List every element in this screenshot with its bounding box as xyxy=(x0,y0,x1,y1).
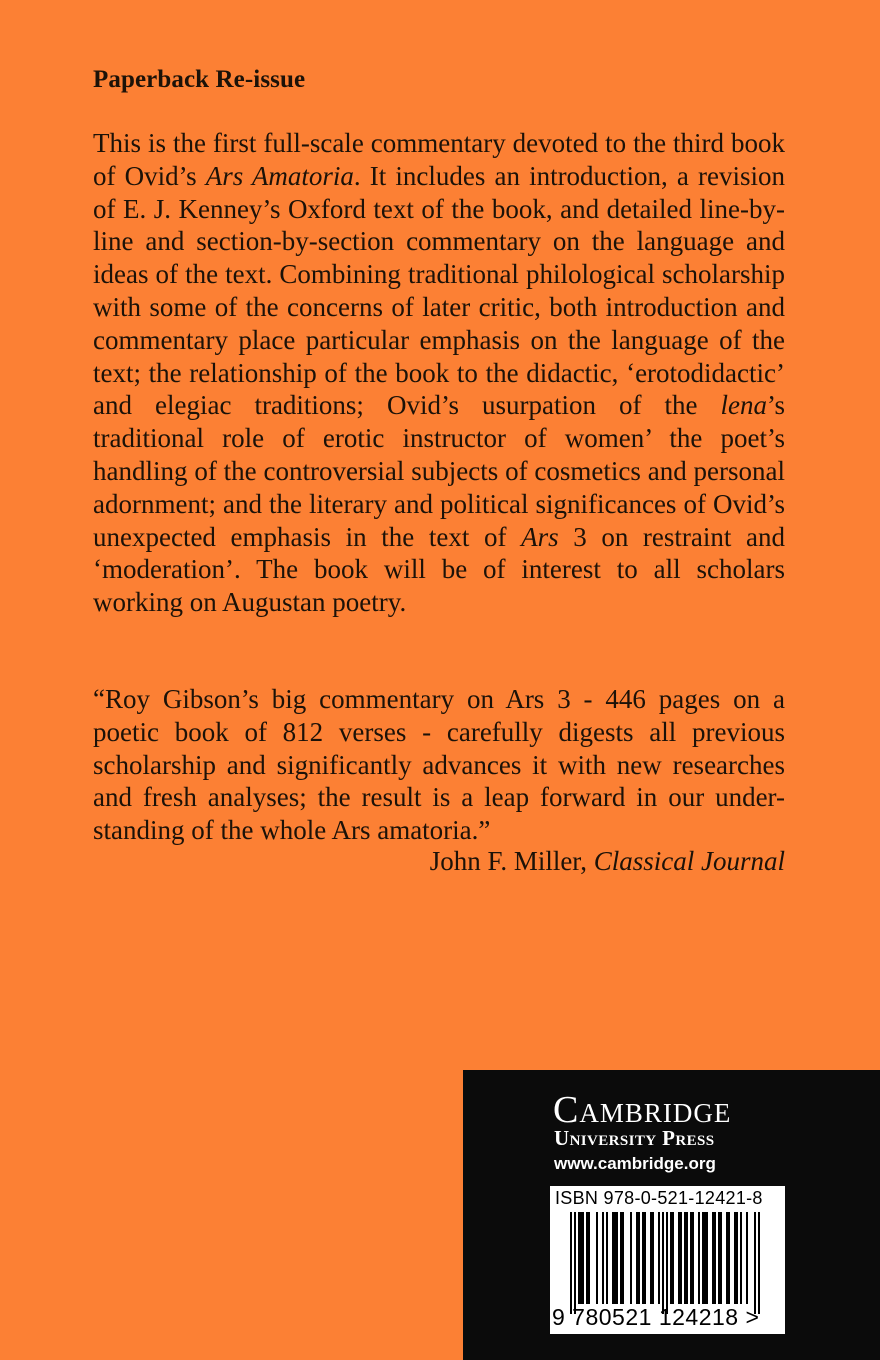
title-ars-amatoria: Ars Amatoria xyxy=(205,160,354,191)
publisher-block xyxy=(463,1070,880,1360)
barcode-bar xyxy=(680,1212,682,1304)
barcode-bar xyxy=(574,1212,576,1314)
publisher-url[interactable]: www.cambridge.org xyxy=(554,1154,716,1173)
barcode-bar xyxy=(706,1212,708,1304)
barcode-bar xyxy=(650,1212,652,1304)
review-author: John F. Miller, xyxy=(429,846,594,876)
barcode-bar xyxy=(702,1212,704,1304)
barcode-bar xyxy=(754,1212,756,1314)
barcode-bar xyxy=(728,1212,730,1304)
publisher-name: Cambridge xyxy=(553,1089,732,1131)
description-part-2: . It includes an introduction, a revision of E. J. Kenney’s Oxford text of the book, and detailed line-by-line and section-by-section commentary on the language and ideas of the text. Combining traditional philological scholarship with some of the concerns of later critic, both introduction and commentary place particular emphasis on the language of the text; the relationship of the book to the didactic, ‘erotodidactic’ and elegiac traditions; Ovid’s usurpation of the xyxy=(93,160,786,421)
barcode-bar xyxy=(602,1212,604,1304)
barcode-bar xyxy=(720,1212,722,1304)
isbn-barcode xyxy=(550,1186,785,1334)
book-description xyxy=(93,127,785,619)
description-part-3: ’s traditional role of erotic instructor of women’ the poet’s handling of the controversial subjects of cosmetics and personal adornment; and the literary and political significances of Ovid’s unexpected emphasis in the text of xyxy=(93,390,785,552)
barcode-bar xyxy=(588,1212,590,1304)
barcode-bar xyxy=(614,1212,616,1304)
barcode-bar xyxy=(684,1212,686,1304)
barcode-bar xyxy=(672,1212,674,1304)
barcode-bar xyxy=(580,1212,582,1304)
barcode-bar xyxy=(652,1212,654,1304)
barcode-bar xyxy=(726,1212,728,1304)
barcode-bar xyxy=(698,1212,700,1304)
barcode-bar xyxy=(644,1212,646,1304)
barcode-bar xyxy=(670,1212,672,1304)
isbn-label: ISBN 978-0-521-12421-8 xyxy=(555,1188,763,1208)
barcode-bar xyxy=(758,1212,760,1314)
barcode-bar xyxy=(570,1212,572,1314)
barcode-bar xyxy=(666,1212,668,1314)
publisher-subtitle: University Press xyxy=(554,1126,715,1150)
review-attribution xyxy=(430,846,785,877)
barcode-bar xyxy=(678,1212,680,1304)
barcode-bar xyxy=(612,1212,614,1304)
barcode-digits: 9 780521 124218 > xyxy=(552,1304,760,1330)
description-part-4: 3 on restraint and ‘moderation’. The book will be of interest to all scholars working on Augustan poetry. xyxy=(93,521,785,618)
barcode-bar xyxy=(582,1212,584,1304)
barcode-bar xyxy=(642,1212,644,1304)
barcode-bar xyxy=(638,1212,640,1304)
barcode-bar xyxy=(662,1212,664,1314)
term-ars: Ars xyxy=(521,521,559,552)
barcode-bar xyxy=(736,1212,738,1304)
barcode-bar xyxy=(630,1212,632,1304)
barcode-bar xyxy=(712,1212,714,1304)
review-quote: “Roy Gibson’s big commentary on Ars 3 - 446 pages on a poetic book of 812 verses - carefully digests all previous scholarship and significantly advances it with new researches and fresh analyses; the result is a leap forward in our under-standing of the whole Ars amatoria.” xyxy=(93,684,785,846)
barcode-bar xyxy=(616,1212,618,1304)
barcode-bar xyxy=(734,1212,736,1304)
barcode-bar xyxy=(622,1212,624,1304)
barcode-bar xyxy=(596,1212,598,1304)
barcode-bar xyxy=(636,1212,638,1304)
barcode-bar xyxy=(686,1212,688,1304)
barcode-bar xyxy=(692,1212,694,1304)
barcode-bar xyxy=(586,1212,588,1304)
review-source: Classical Journal xyxy=(593,846,785,876)
barcode-bar xyxy=(658,1212,660,1304)
page-heading: Paperback Re-issue xyxy=(93,66,306,93)
barcode-bar xyxy=(606,1212,608,1304)
barcode-bar xyxy=(704,1212,706,1304)
barcode-bar xyxy=(578,1212,580,1304)
barcode-bar xyxy=(690,1212,692,1304)
barcode-bar xyxy=(620,1212,622,1304)
barcode-bar xyxy=(718,1212,720,1304)
barcode-bar xyxy=(746,1212,748,1304)
description-part-1: This is the first full-scale commentary devoted to the third book of Ovid’s xyxy=(93,128,785,191)
barcode-bar xyxy=(740,1212,742,1304)
term-lena: lena xyxy=(720,390,767,421)
barcode-bar xyxy=(714,1212,716,1304)
